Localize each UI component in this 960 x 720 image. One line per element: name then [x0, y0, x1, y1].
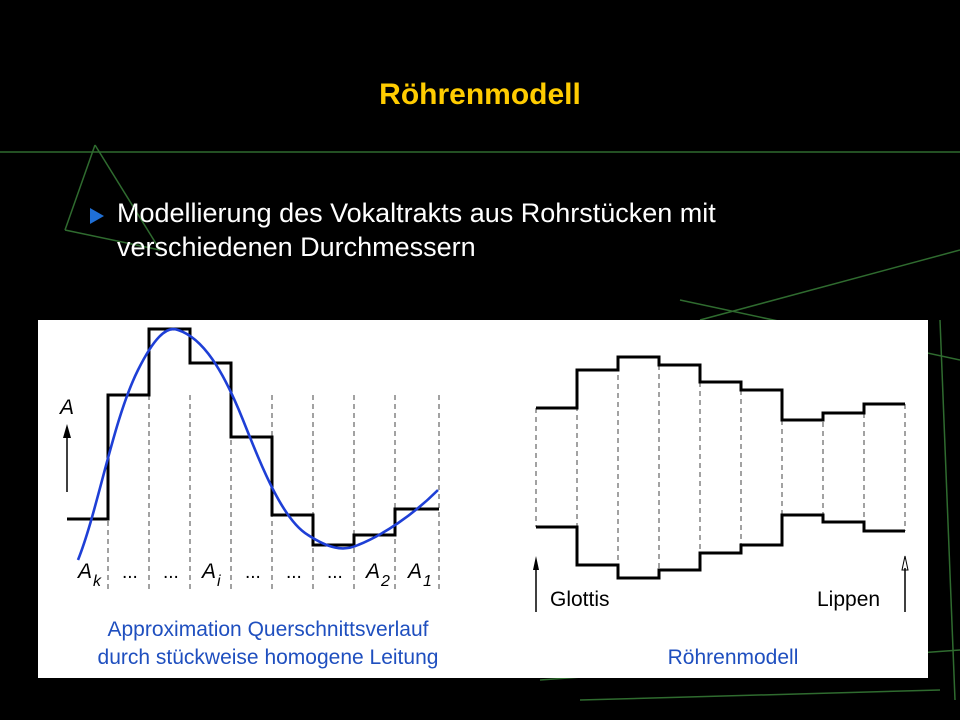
ellipsis-3: ... [245, 562, 261, 583]
area-axis-label: A [60, 396, 75, 419]
tube-lower-wall [536, 515, 905, 578]
left-caption-line-1: Approximation Querschnittsverlauf [107, 618, 429, 641]
ellipsis-4: ... [286, 562, 302, 583]
left-caption [38, 616, 498, 672]
staircase-profile [67, 329, 439, 545]
area-label-1: $A_1$ [408, 560, 432, 590]
slide-title: Röhrenmodell [379, 78, 581, 111]
ellipsis-2: ... [163, 562, 179, 583]
lips-arrow-icon [902, 556, 908, 570]
left-caption-line-2: durch stückweise homogene Leitung [97, 646, 439, 669]
lips-label: Lippen [817, 588, 881, 611]
bullet-text: Modellierung des Vokaltrakts aus Rohrstücken mit verschiedenen Durchmessern [117, 198, 716, 262]
right-section-separators [536, 357, 905, 578]
bullet-arrow-icon [90, 208, 104, 224]
area-label-k: $A_k$ [78, 560, 102, 590]
tube-upper-wall [536, 357, 905, 420]
area-label-2: $A_2$ [366, 560, 390, 590]
glottis-arrow-icon [533, 556, 539, 570]
right-caption: Röhrenmodell [667, 646, 799, 669]
cross-section-curve [78, 329, 438, 560]
glottis-label: Glottis [550, 588, 610, 611]
ellipsis-5: ... [327, 562, 343, 583]
area-label-i: $A_i$ [202, 560, 221, 590]
axis-arrow-icon [63, 424, 71, 438]
ellipsis-1: ... [122, 562, 138, 583]
figure-panel [38, 320, 928, 678]
